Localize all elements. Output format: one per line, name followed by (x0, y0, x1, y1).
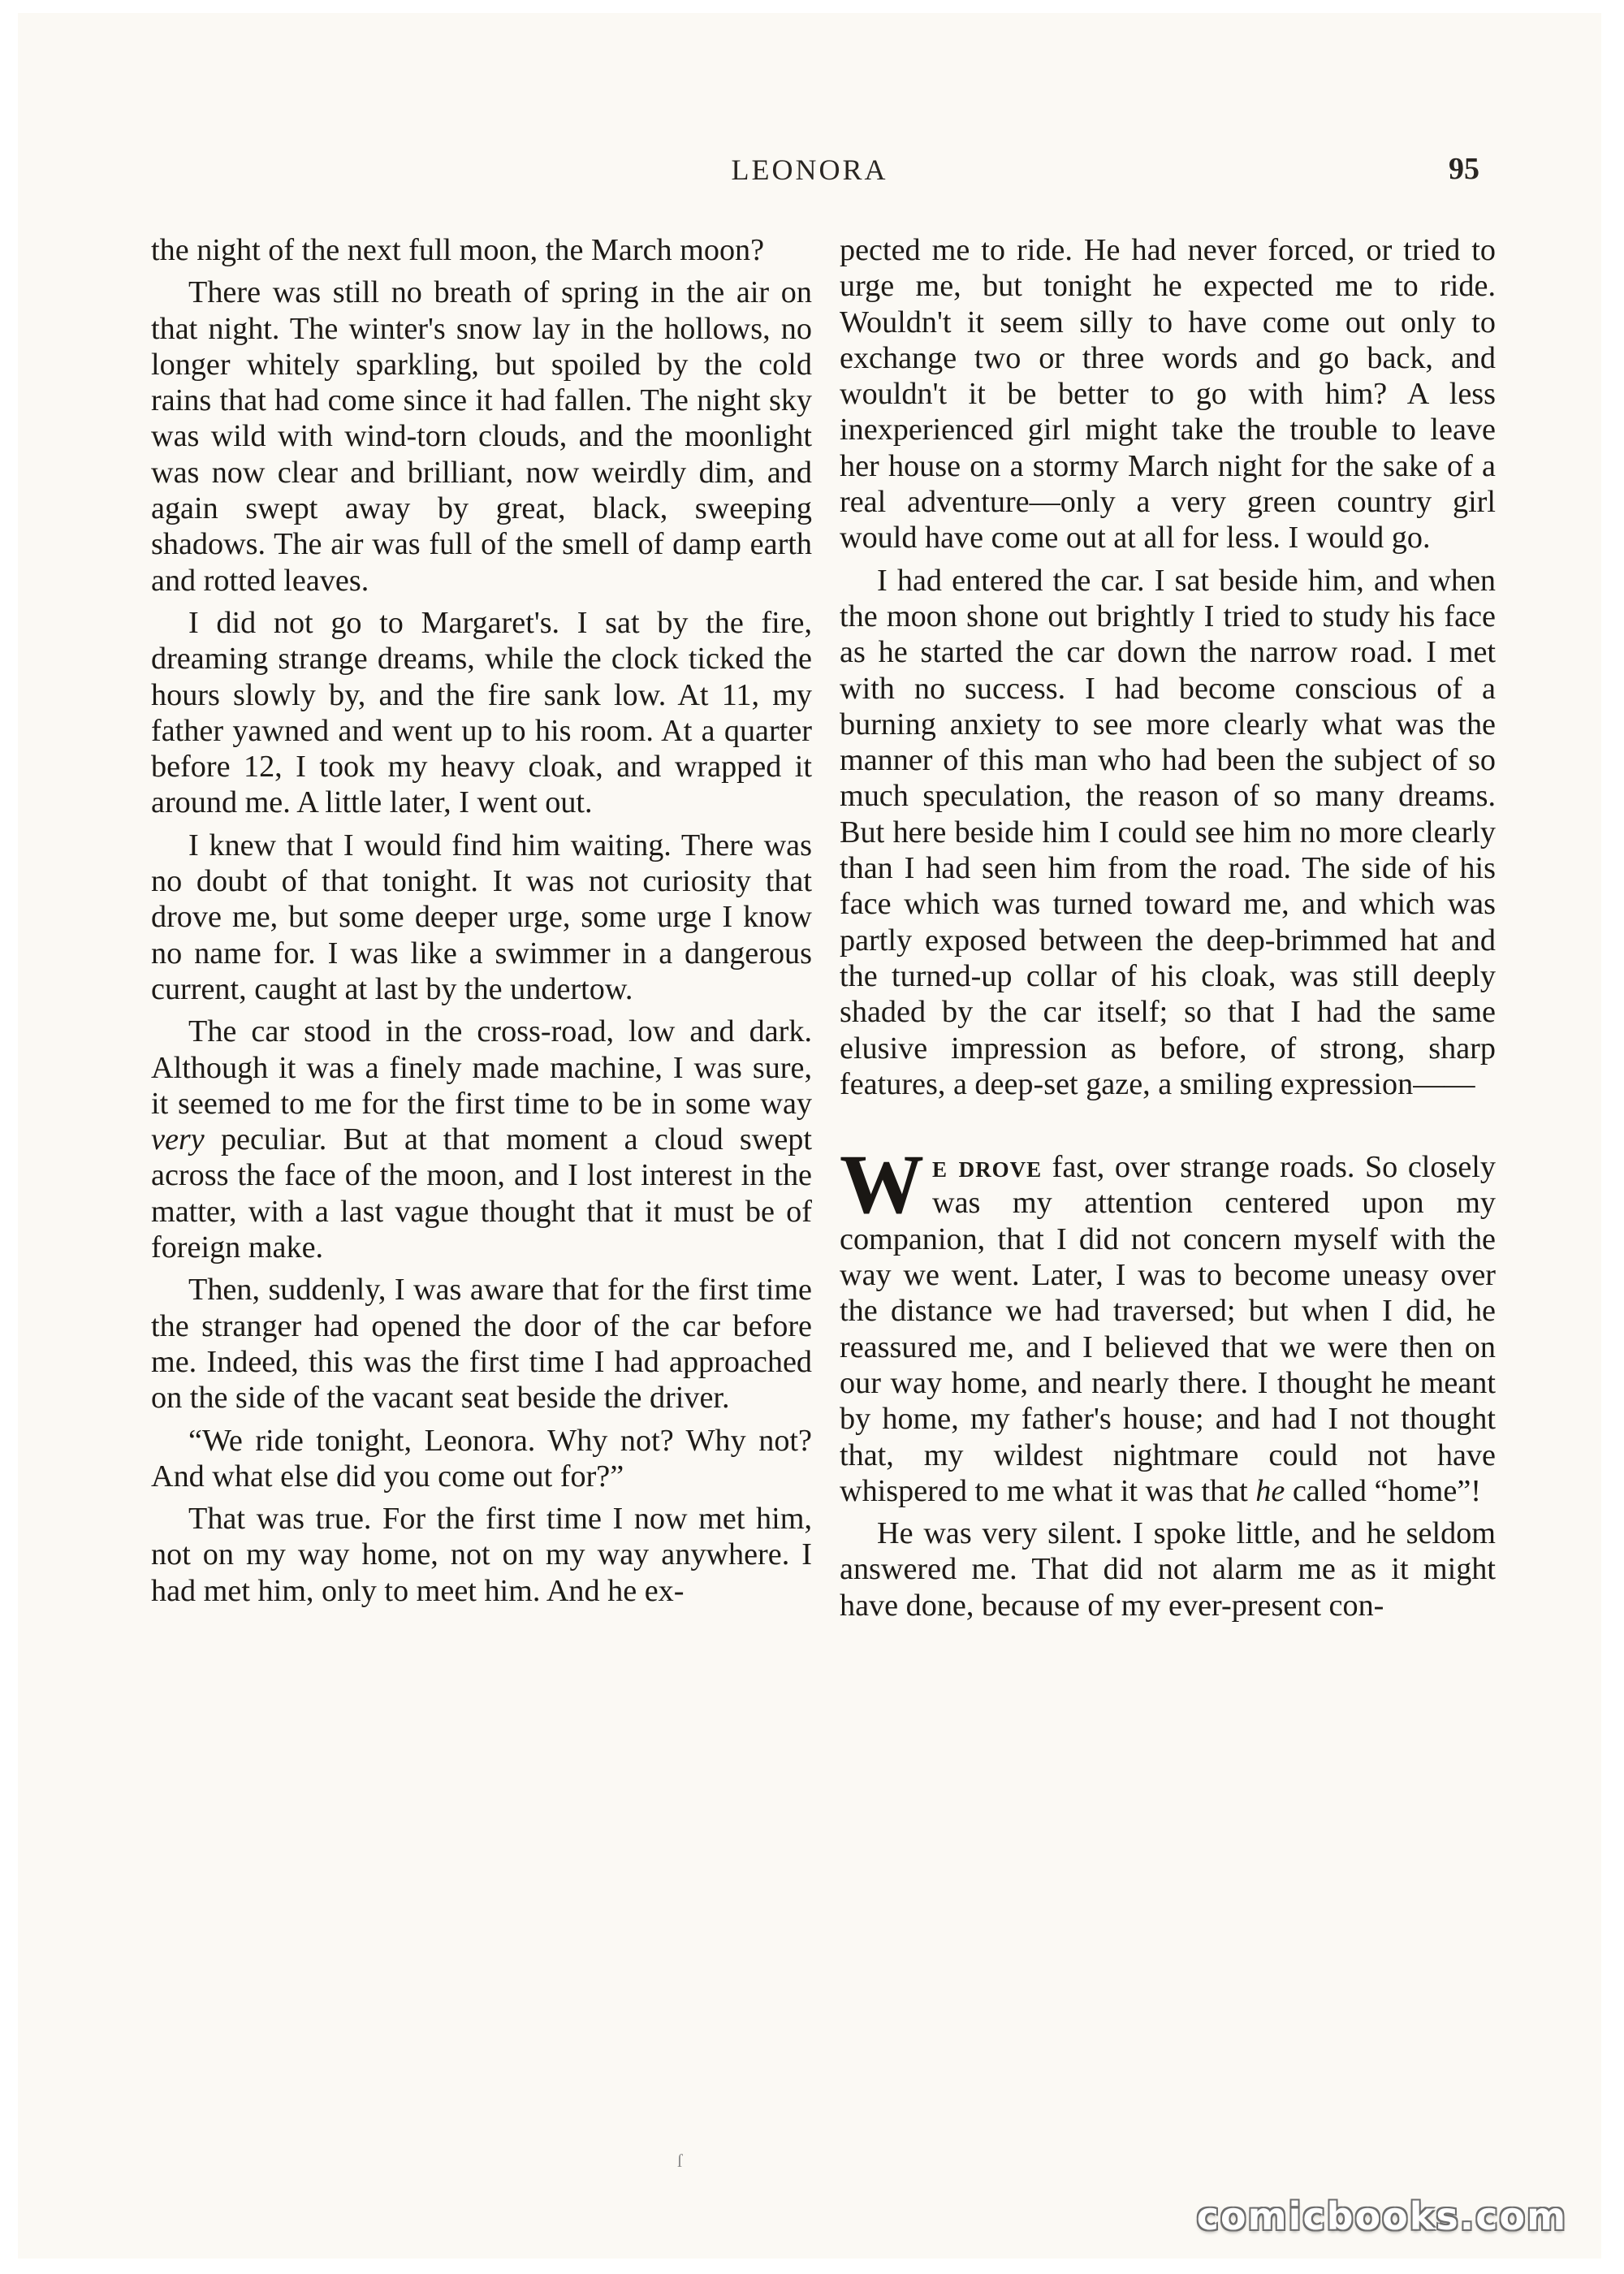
running-head: LEONORA (731, 153, 888, 186)
drop-cap: W (840, 1138, 924, 1232)
text-run: peculiar. But at that moment a cloud swept across the face of the moon, and I lost interest in the matter, with a last vague thought that it must be of foreign make. (151, 1122, 812, 1265)
paragraph: pected me to ride. He had never forced, or tried to urge me, but tonight he expected me to ride. Wouldn't it seem silly to have come out only to exchange two or three words and go back, and wouldn't it be better to go with him? A less inexperienced girl might take the trouble to leave her house on a stormy March night for the sake of a real adventure—only a very green country girl would have come out at all for less. I would go. (840, 233, 1496, 556)
section-opening-paragraph (840, 1138, 1496, 1509)
paragraph: I knew that I would find him waiting. There was no doubt of that tonight. It was not curiosity that drove me, but some deeper urge, some urge I know no name for. I was like a swimmer in a dangerous current, caught at last by the undertow. (151, 828, 812, 1006)
text-run: fast, over strange roads. So closely was my attention centered upon my companion, that I did not concern myself with the way we went. Later, I was to become uneasy over the distance we had traversed; but when I did, he reassured me, and I believed that we were then on our way home, and nearly there. I thought he meant by home, my father's house; and had I not thought that, my wildest nightmare could not have whispered to me what it was that (840, 1150, 1496, 1508)
paragraph: There was still no breath of spring in the air on that night. The winter's snow lay in the hollows, no longer whitely sparkling, but spoiled by the cold rains that had come since it had fallen. The night sky was wild with wind-torn clouds, and the moonlight was now clear and brilliant, now weirdly dim, and again swept away by great, black, sweeping shadows. The air was full of the smell of damp earth and rotted leaves. (151, 275, 812, 598)
emphasis: very (151, 1122, 205, 1157)
paragraph: He was very silent. I spoke little, and he seldom answered me. That did not alarm me as it might have done, because of my ever-present con- (840, 1516, 1496, 1623)
paragraph: I had entered the car. I sat beside him, and when the moon shone out brightly I tried to study his face as he started the car down the narrow road. I met with no success. I had become conscious of a burning anxiety to see more clearly what was the manner of this man who had been the subject of so much speculation, the reason of so many dreams. But here beside him I could see him no more clearly than I had seen him from the road. The side of his face which was turned toward me, and which was partly exposed between the deep-brimmed hat and the turned-up collar of his cloak, was still deeply shaded by the car itself; so that I had the same elusive impression as before, of strong, sharp features, a deep-set gaze, a smiling expression—— (840, 563, 1496, 1101)
page-number: 95 (1449, 152, 1479, 186)
paragraph: Then, suddenly, I was aware that for the first time the stranger had opened the door of the car before me. Indeed, this was the first time I had approached on the side of the vacant seat beside the driver. (151, 1273, 812, 1416)
right-column (840, 232, 1496, 1630)
paragraph: That was true. For the first time I now met him, not on my way home, not on my way anywhere. I had met him, only to meet him. And he ex- (151, 1502, 812, 1608)
paragraph: the night of the next full moon, the March moon? (151, 233, 765, 267)
emphasis: he (1255, 1473, 1285, 1508)
left-column (151, 232, 812, 1615)
dialogue-paragraph: “We ride tonight, Leonora. Why not? Why not? And what else did you come out for?” (151, 1423, 812, 1494)
magazine-page (18, 13, 1601, 2259)
paragraph (151, 1014, 812, 1265)
lead-in-small-caps: e drove (932, 1150, 1043, 1185)
print-speck: ſ (677, 2151, 683, 2171)
paragraph: I did not go to Margaret's. I sat by the fire, dreaming strange dreams, while the clock ticked the hours slowly by, and the fire sank low. At 11, my father yawned and went up to his room. At a quarter before 12, I took my heavy cloak, and wrapped it around me. A little later, I went out. (151, 605, 812, 820)
text-run: The car stood in the cross-road, low and dark. Although it was a finely made machine, I was sure, it seemed to me for the first time to be in some way (151, 1014, 812, 1121)
watermark-logo: comicbooks.com (1196, 2194, 1567, 2238)
text-run: called “home”! (1285, 1473, 1481, 1508)
